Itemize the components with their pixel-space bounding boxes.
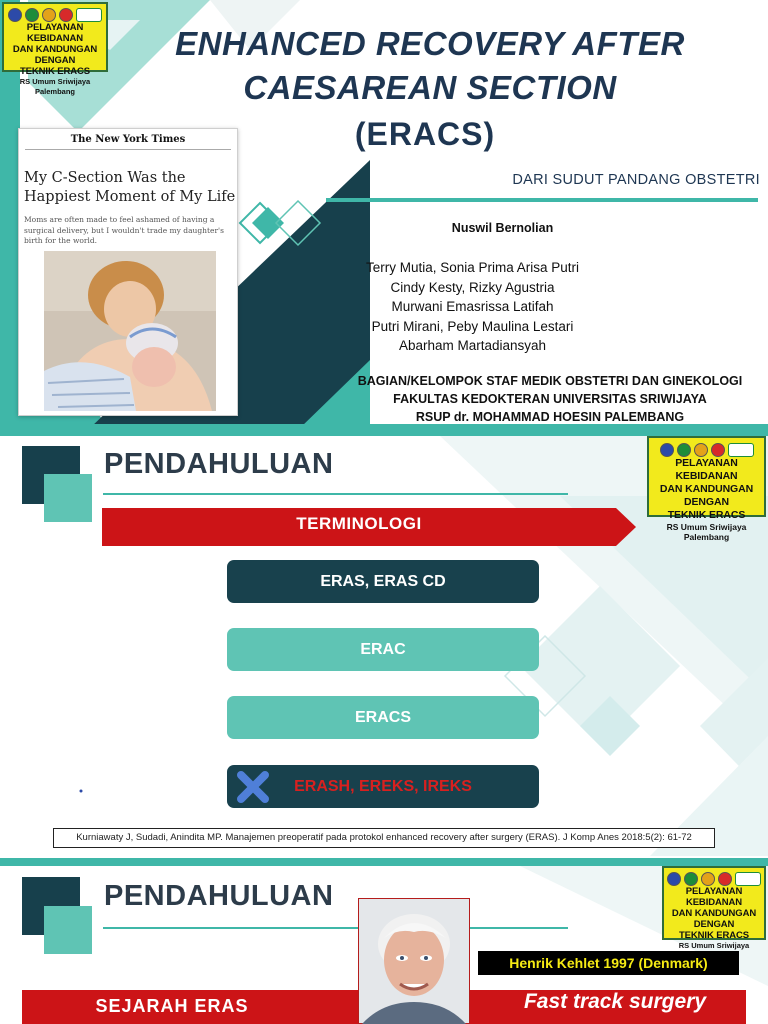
author-line: Murwani Emasrissa Latifah xyxy=(391,299,554,314)
institution-line: FAKULTAS KEDOKTERAN UNIVERSITAS SRIWIJAYA xyxy=(393,392,707,406)
article-headline: My C-Section Was the Happiest Moment of My Life xyxy=(24,170,236,205)
sejarah-banner-label: SEJARAH ERAS xyxy=(95,996,249,1016)
terminologi-banner: TERMINOLOGI xyxy=(296,514,422,533)
institution-line: BAGIAN/KELOMPOK STAF MEDIK OBSTETRI DAN GINEKOLOGI xyxy=(357,374,743,388)
slide-sejarah xyxy=(0,866,768,1024)
slide-separator xyxy=(0,858,768,866)
logo-line-1: PELAYANAN KEBIDANAN xyxy=(675,457,738,482)
slide-terminologi xyxy=(0,436,768,858)
citation-box: Kurniawaty J, Sudadi, Anindita MP. Manajemen preoperatif pada protokol enhanced recovery after surgery (ERAS). J Komp Anes 2018:5(2): 61-72 xyxy=(53,828,715,848)
lead-author: Nuswil Bernolian xyxy=(451,221,554,235)
slide-separator xyxy=(0,428,768,436)
nyt-article-card xyxy=(18,128,238,416)
subtitle: DARI SUDUT PANDANG OBSTETRI xyxy=(512,172,760,188)
logo-hospital-name: RS Umum Sriwijaya Palembang xyxy=(19,77,91,96)
author-list xyxy=(330,258,615,356)
institution-block xyxy=(330,372,768,426)
nyt-masthead: The New York Times xyxy=(70,134,186,145)
rejected-terms-label: ERASH, EREKS, IREKS xyxy=(294,778,472,795)
logo-line-2: DAN KANDUNGAN DENGAN xyxy=(671,908,757,930)
title-acronym: (ERACS) xyxy=(354,116,496,152)
term-pill-rejected xyxy=(227,765,539,808)
diamond-decoration xyxy=(238,195,328,255)
author-line: Terry Mutia, Sonia Prima Arisa Putri xyxy=(365,260,580,275)
hospital-logo-badge xyxy=(647,436,766,542)
fast-track-label: Fast track surgery xyxy=(523,990,707,1013)
article-dek: Moms are often made to feel ashamed of having a surgical delivery, but I wouldn't trade my daughter's birth for the world. xyxy=(24,215,224,245)
hospital-logo-badge xyxy=(662,866,766,950)
section-heading: PENDAHULUAN xyxy=(104,448,334,480)
logo-emblems-icon xyxy=(664,872,764,886)
logo-hospital-name: RS Umum Sriwijaya xyxy=(678,941,750,950)
mother-baby-photo xyxy=(44,251,216,411)
author-line: Cindy Kesty, Rizky Agustria xyxy=(390,279,555,295)
author-line: Abarham Martadiansyah xyxy=(398,338,547,353)
subtitle-rule xyxy=(326,198,758,202)
author-line: Putri Mirani, Peby Maulina Lestari xyxy=(371,318,574,334)
term-pill-erac: ERAC xyxy=(227,628,539,671)
masthead-rule xyxy=(25,149,231,150)
logo-line-3: TEKNIK ERACS xyxy=(19,66,91,77)
henrik-kehlet-portrait xyxy=(358,898,470,1024)
logo-line-1: PELAYANAN KEBIDANAN xyxy=(685,886,743,908)
logo-line-1: PELAYANAN KEBIDANAN xyxy=(26,22,84,44)
term-pill-eracs: ERACS xyxy=(227,696,539,739)
title-line-2: CAESAREAN SECTION xyxy=(243,69,617,106)
logo-line-3: TEKNIK ERACS xyxy=(678,930,750,941)
term-pill-eras: ERAS, ERAS CD xyxy=(227,560,539,603)
section-heading: PENDAHULUAN xyxy=(104,880,334,912)
logo-emblems-icon xyxy=(649,443,764,457)
logo-emblems-icon xyxy=(4,8,106,22)
cross-mark-icon xyxy=(235,769,271,805)
logo-line-2: DAN KANDUNGAN DENGAN xyxy=(659,483,754,508)
title-line-1: ENHANCED RECOVERY AFTER xyxy=(175,25,685,62)
logo-line-2: DAN KANDUNGAN DENGAN xyxy=(12,44,98,66)
slide-title xyxy=(0,0,768,428)
logo-line-3: TEKNIK ERACS xyxy=(667,509,746,521)
logo-hospital-name: RS Umum Sriwijaya Palembang xyxy=(666,522,747,542)
kehlet-label: Henrik Kehlet 1997 (Denmark) xyxy=(478,951,739,975)
institution-line: RSUP dr. MOHAMMAD HOESIN PALEMBANG xyxy=(415,410,685,424)
hospital-logo-badge xyxy=(2,2,108,96)
